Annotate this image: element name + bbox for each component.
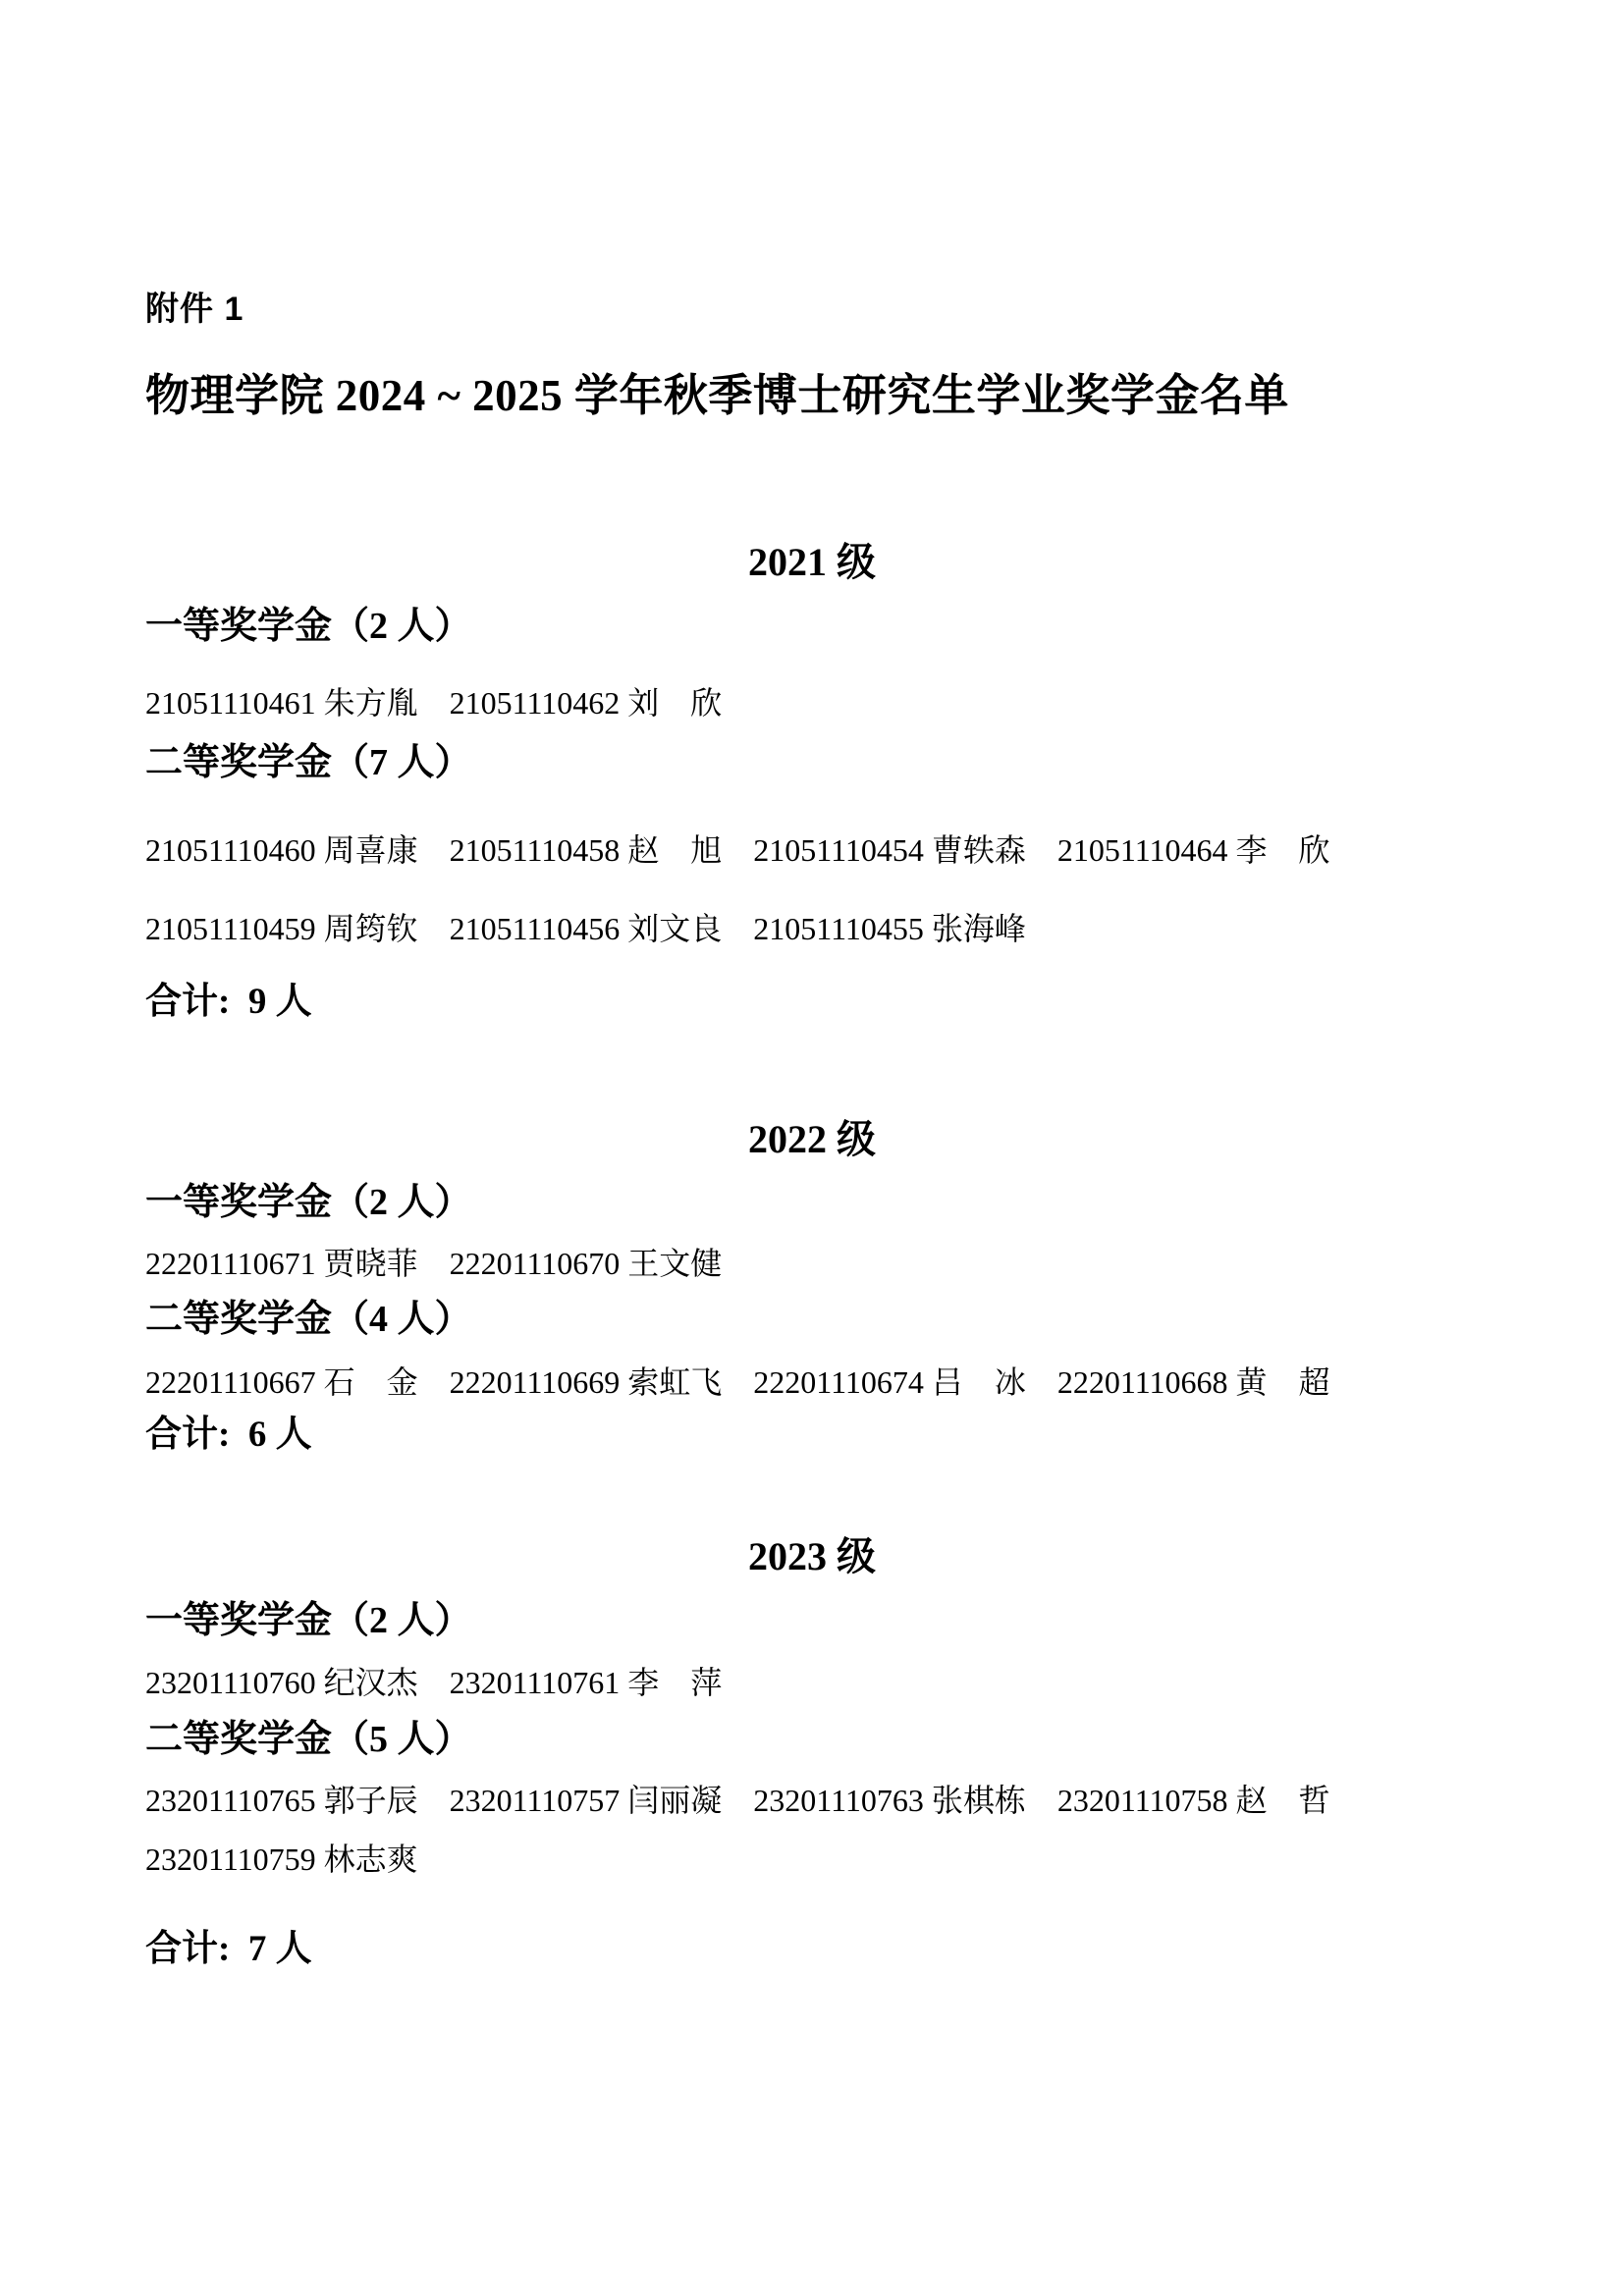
recipient-line: 22201110671 贾晓菲 22201110670 王文健 [145, 1246, 723, 1281]
award-heading-first-2021: 一等奖学金（2 人） [145, 606, 472, 647]
award-heading-first-2023: 一等奖学金（2 人） [145, 1600, 472, 1641]
section-total-2023: 合计: 7 人 [145, 1929, 312, 1969]
attachment-label: 附件 1 [145, 291, 244, 328]
section-total-2022: 合计: 6 人 [145, 1415, 312, 1455]
recipient-line: 23201110760 纪汉杰 23201110761 李 萍 [145, 1665, 723, 1700]
grade-heading-2021: 2021 级 [748, 540, 876, 584]
grade-heading-2023: 2023 级 [748, 1534, 876, 1578]
grade-heading-2022: 2022 级 [748, 1117, 876, 1161]
document-title: 物理学院 2024 ~ 2025 学年秋季博士研究生学业奖学金名单 [145, 371, 1289, 420]
award-heading-first-2022: 一等奖学金（2 人） [145, 1182, 472, 1223]
award-heading-second-2021: 二等奖学金（7 人） [145, 742, 472, 783]
recipient-line: 23201110759 林志爽 [145, 1842, 418, 1877]
recipient-line: 21051110460 周喜康 21051110458 赵 旭 21051110454 曹轶森 21051110464 李 欣 [145, 832, 1330, 868]
section-total-2021: 合计: 9 人 [145, 982, 312, 1022]
recipient-line: 23201110765 郭子辰 23201110757 闫丽凝 23201110763 张棋栋 23201110758 赵 哲 [145, 1783, 1330, 1818]
award-heading-second-2022: 二等奖学金（4 人） [145, 1299, 472, 1340]
award-heading-second-2023: 二等奖学金（5 人） [145, 1719, 472, 1760]
recipient-line: 21051110461 朱方胤 21051110462 刘 欣 [145, 685, 723, 721]
recipient-line: 22201110667 石 金 22201110669 索虹飞 22201110674 吕 冰 22201110668 黄 超 [145, 1364, 1330, 1400]
recipient-line: 21051110459 周筠钦 21051110456 刘文良 21051110455 张海峰 [145, 911, 1026, 946]
